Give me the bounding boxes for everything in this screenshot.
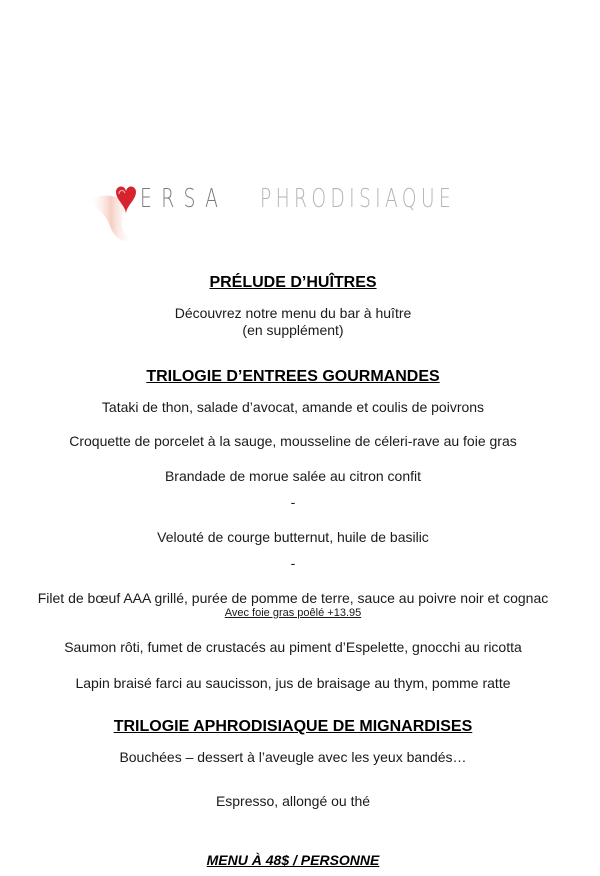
logo-aphrodisiaque-text: PHRODISIAQUE — [260, 184, 456, 214]
mignardise-item-bouchees: Bouchées – dessert à l’aveugle avec les yeux bandés… — [119, 749, 467, 765]
soup-item: Velouté de courge butternut, huile de basilic — [157, 529, 429, 545]
entree-item-tataki: Tataki de thon, salade d’avocat, amande et coulis de poivrons — [101, 399, 485, 415]
logo-ersa-text: ERSA — [140, 184, 228, 214]
logo-wordmark — [140, 184, 456, 214]
separator: - — [290, 494, 296, 510]
versa-logo — [86, 178, 486, 248]
main-item-saumon: Saumon rôti, fumet de crustacés au piment d’Espelette, gnocchi au ricotta — [64, 639, 522, 655]
entrees-title: TRILOGIE D’ENTREES GOURMANDES — [146, 368, 440, 385]
menu-price: MENU À 48$ / PERSONNE — [206, 852, 380, 868]
main-item-filet: Filet de bœuf AAA grillé, purée de pomme de terre, sauce au poivre noir et cognac — [37, 590, 549, 606]
mignardises-title: TRILOGIE APHRODISIAQUE DE MIGNARDISES — [113, 718, 473, 735]
prelude-title: PRÉLUDE D’HUÎTRES — [209, 274, 377, 291]
entree-item-croquette: Croquette de porcelet à la sauge, mousseline de céleri-rave au foie gras — [69, 433, 517, 449]
mignardise-item-espresso: Espresso, allongé ou thé — [215, 793, 371, 809]
prelude-line-1: Découvrez notre menu du bar à huître — [174, 305, 412, 321]
separator: - — [290, 555, 296, 571]
main-item-filet-extra: Avec foie gras poêlé +13.95 — [224, 607, 362, 619]
entree-item-brandade: Brandade de morue salée au citron confit — [164, 468, 422, 484]
main-item-lapin: Lapin braisé farci au saucisson, jus de braisage au thym, pomme ratte — [75, 675, 511, 691]
prelude-line-2: (en supplément) — [242, 322, 344, 338]
